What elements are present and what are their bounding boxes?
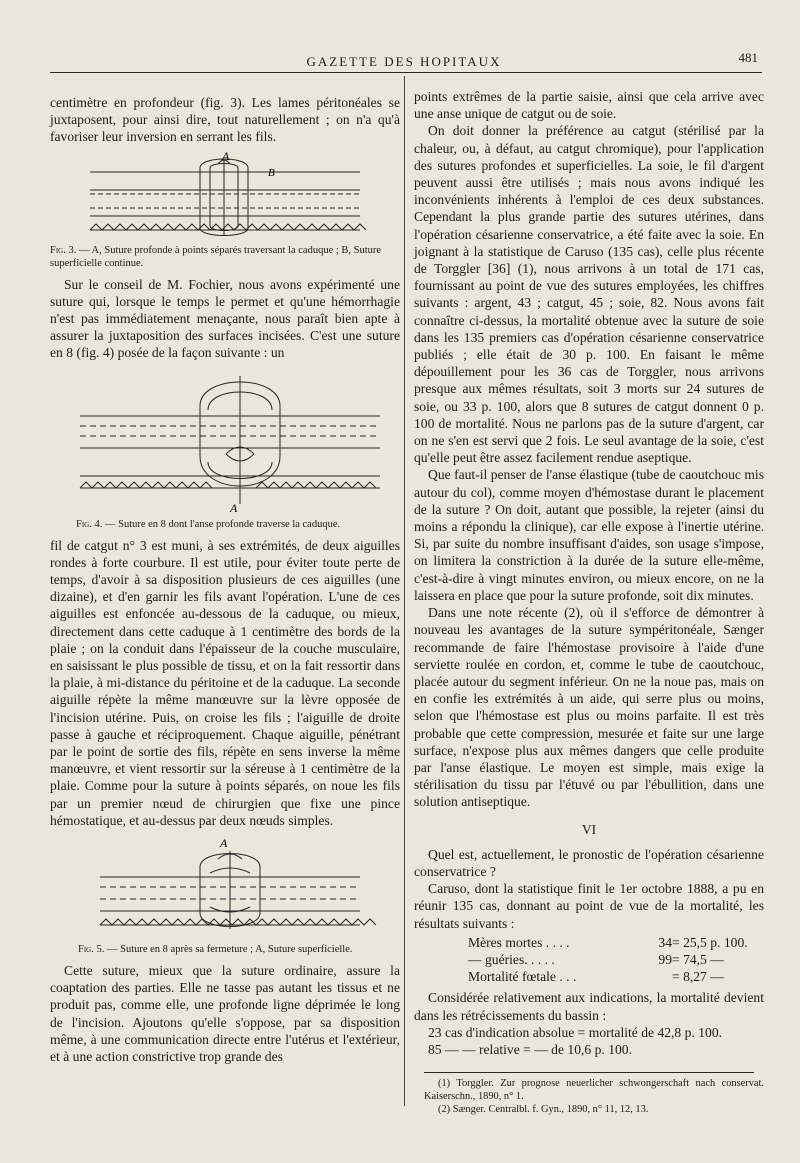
right-column — [414, 88, 764, 1116]
figure-4-drawing — [50, 366, 400, 516]
row-percent: = 8,27 — — [672, 969, 724, 985]
paragraph: Sur le conseil de M. Fochier, nous avons expérimenté une suture qui, lorsque le temps le permet et qu'une hémorrhagie n'est pas immédiatement menaçante, nous paraît bien apte à assurer la juxtaposition des surfaces incisées. C'est une suture en 8 (fig. 4) posée de la façon suivante : un — [50, 276, 400, 361]
figure-4-caption — [50, 518, 400, 531]
row-percent: = 25,5 p. 100. — [672, 934, 748, 950]
figure-5-label-a: A — [220, 836, 228, 851]
paragraph: Considérée relativement aux indications, la mortalité devient dans les rétrécissements du bassin : — [414, 990, 764, 1023]
paragraph: Que faut-il penser de l'anse élastique (tube de caoutchouc mis autour du col), comme moyen d'hémostase durant le placement de la suture ? On doit, autant que possible, la rejeter (ainsi du moins a répondu la clinique), car elle expose à l'inertie utérine. Si, par suite du nombre insuffisant d'aides, son usage s'impose, on limitera la constriction à la durée de la suture elle-même, c'est-à-dire à vingt minutes environ, ou mieux encore, on ne la laissera en place que pour la suture profonde, soit dix minutes. — [414, 467, 764, 603]
table-row — [414, 934, 764, 951]
table-row — [414, 968, 764, 985]
row-label: Mortalité fœtale . . . — [468, 969, 577, 985]
figure-5-caption-text: — Suture en 8 après sa fermeture ; A, Suture superficielle. — [104, 944, 353, 956]
paragraph: Cette suture, mieux que la suture ordinaire, assure la coaptation des parties. Elle ne tasse pas autant les tissus et ne produit pas, comme elle, une profonde ligne déprimée le long de l'incision. Ajoutons qu'elle s'oppose, par sa disposition même, à une communication directe entre l'utérus et l'extérieur, et à une action constrictive trop grande des — [50, 963, 400, 1065]
journal-title: GAZETTE DES HOPITAUX — [306, 54, 502, 69]
footnote-rule — [424, 1072, 754, 1073]
paragraph: points extrêmes de la partie saisie, ainsi que cela arrive avec une anse unique de catgut ou de soie. — [414, 89, 764, 122]
page-number: 481 — [738, 50, 758, 65]
figure-5 — [50, 833, 400, 956]
header-rule — [50, 72, 762, 73]
row-value — [600, 968, 672, 985]
mortality-table — [414, 934, 764, 986]
section-heading: VI — [581, 821, 597, 837]
figure-3-label-b: B — [268, 166, 275, 179]
table-row — [414, 951, 764, 968]
paragraph: Dans une note récente (2), où il s'efforce de démontrer à nouveau les avantages de la suture sympéritonéale, Sænger recommande de faire l'hémostase provisoire à l'aide d'une serviette roulée en cordon, et, comme le tube de caoutchouc, placée autour du segment inférieur. On ne la noue pas, mais on en confie les extrémités à un aide, qui serre plus ou moins, selon que l'hémostase est plus ou moins parfaite. Il est très probable que cette compression, mesurée et faite sur une large surface, n'expose plus aux mêmes dangers que celle produite par l'anse élastique. Le moyen est simple, mais exige la stérilisation du tissu par l'étuvé ou par l'ébullition, dans une solution antiseptique. — [414, 605, 764, 810]
paragraph: 23 cas d'indication absolue = mortalité de 42,8 p. 100. — [428, 1024, 723, 1040]
row-label: Mères mortes . . . . — [468, 934, 570, 950]
footnote-2: (2) Sænger. Centralbl. f. Gyn., 1890, n° 11, 12, 13. — [438, 1104, 649, 1116]
figure-3-drawing — [50, 150, 400, 242]
running-header — [48, 50, 760, 70]
figure-3-label-a: A — [222, 149, 230, 163]
paragraph: Quel est, actuellement, le pronostic de l'opération césarienne conservatrice ? — [414, 846, 764, 879]
row-label: — guéries. . . . . — [468, 951, 555, 967]
row-value: 34 — [658, 934, 672, 950]
paragraph: centimètre en profondeur (fig. 3). Les lames péritonéales se juxtaposent, pour ainsi dire, tout naturellement ; on n'a qu'à favoriser leur inversion en serrant les fils. — [50, 95, 400, 145]
paragraph: On doit donner la préférence au catgut (stérilisé par la chaleur, ou, à défaut, au catgut chromique), pour l'application des sutures profondes et superficielles. La soie, le fil d'argent peuvent aussi être utilisés ; mais nous avons indiqué les inconvénients inhérents à l'emploi de ces deux substances. Cependant la plus grande partie des sutures utérines, dans l'opération césarienne conservatrice, a été faite avec la soie. En joignant à la statistique de Caruso (135 cas), celle plus récente de Torggler [36] (1), nous arrivons à un total de 171 cas, fournissant au point de vue des sutures employées, les chiffres suivants : argent, 43 ; catgut, 45 ; soie, 82. Nous avons fait connaître ci-dessus, la mortalité obtenue avec la suture de soie dans les 135 premiers cas d'opération césarienne conservatrice publiés ; elle était de 30 p. 100. En faisant le même dépouillement pour les 36 cas de Torggler, nous arrivons presque aux mêmes résultats, soit 3 morts sur 24 sutures de soie, ou 33 p. 100, alors que 8 sutures de catgut donnent 0 p. 100 de mortalité. Nous ne parlons pas de la suture d'argent, car on ne s'en est servi que 2 fois. Le seul avantage de la soie, c'est qu'elle peut être assez facilement rendue aseptique. — [414, 123, 764, 466]
paragraph: Caruso, dont la statistique finit le 1er octobre 1888, a pu en réunir 135 cas, donnant au point de vue de la mortalité, les résultats suivants : — [414, 881, 764, 931]
figure-3-caption — [50, 244, 400, 270]
footnote-1: (1) Torggler. Zur prognose neuerlicher schwongerschaft nach conservat. Kaiserschn., 1890, n° 1. — [424, 1078, 764, 1103]
row-value: 99 — [658, 951, 672, 967]
figure-3-number: Fig. 3. — [50, 244, 77, 256]
figure-5-caption — [50, 943, 400, 956]
paragraph: 85 — — relative = — de 10,6 p. 100. — [428, 1041, 632, 1057]
figure-4-caption-text: — Suture en 8 dont l'anse profonde traverse la caduque. — [102, 518, 341, 530]
figure-5-number: Fig. 5. — [78, 944, 105, 956]
figure-3 — [50, 150, 400, 270]
figure-5-drawing — [50, 833, 400, 941]
left-column — [50, 94, 400, 1065]
figure-4 — [50, 366, 400, 531]
figure-3-caption-text: — A, Suture profonde à points séparés traversant la caduque ; B, Suture superficielle continue. — [50, 244, 382, 269]
row-percent: = 74,5 — — [672, 951, 724, 967]
figure-4-label-a: A — [230, 500, 238, 515]
column-divider — [404, 76, 405, 1106]
paragraph: fil de catgut n° 3 est muni, à ses extrémités, de deux aiguilles rondes à forte courbure. Il est utile, pour éviter toute perte de temps, d'avoir à sa disposition plusieurs de ces aiguilles (une dizaine), et d'en garnir les fils avant l'opération. L'une de ces aiguilles est enfoncée au-dessous de la caduque, ou mieux, directement dans cette caduque à 1 centimètre des bords de la plaie ; on la conduit dans l'épaisseur de la couche musculaire, en saisissant le plus possible de tissu, et on la fait ressortir dans la plaie, à mi-distance du péritoine et de la caduque. La seconde aiguille répète la même manœuvre sur la lèvre opposée de l'incision utérine. Puis, on croise les fils ; l'aiguille de droite passe à gauche et réciproquement. Chaque aiguille, pénétrant par le point de sortie des fils, répète en sens inverse la même manœuvre, et vient ressortir sur la séreuse à 1 centimètre de la plaie. Comme pour la suture à points séparés, on noue les fils par un premier nœud de chirurgien que fixe une pince hémostatique, et au-dessus par deux nœuds simples. — [50, 537, 400, 828]
figure-4-number: Fig. 4. — [76, 518, 103, 530]
